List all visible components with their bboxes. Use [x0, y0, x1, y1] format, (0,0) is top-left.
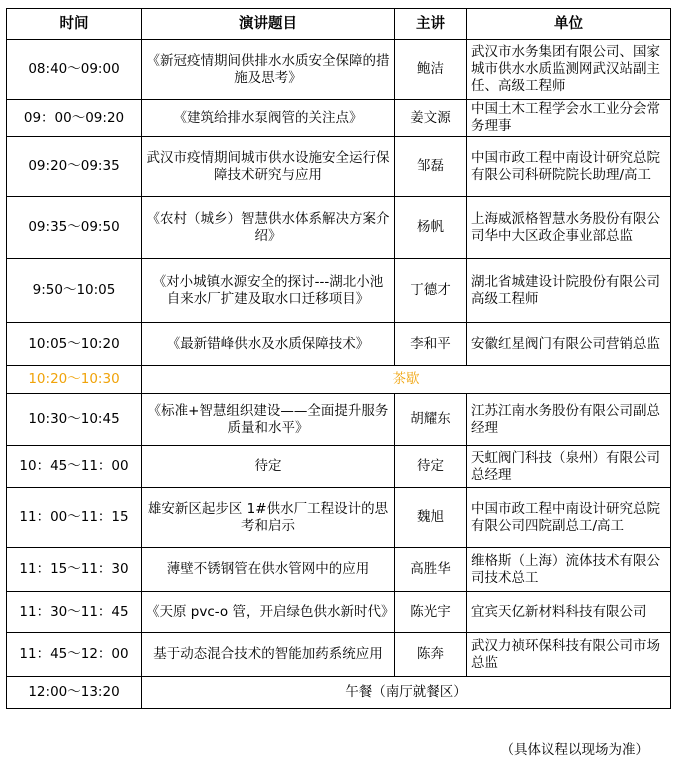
table-row [7, 394, 671, 446]
table-row [7, 548, 671, 592]
table-row [7, 40, 671, 100]
lunch-label: 午餐（南厅就餐区） [142, 677, 671, 709]
session-org: 江苏江南水务股份有限公司副总经理 [467, 394, 671, 446]
tea-break-time: 10:20～10:30 [7, 366, 142, 394]
agenda-table [6, 8, 671, 709]
session-title: 雄安新区起步区 1#供水厂工程设计的思考和启示 [142, 488, 395, 548]
session-time: 09:20～09:35 [7, 137, 142, 197]
header-title: 演讲题目 [142, 9, 395, 40]
session-speaker: 魏旭 [395, 488, 467, 548]
session-org: 维格斯（上海）流体技术有限公司技术总工 [467, 548, 671, 592]
session-speaker: 陈光宇 [395, 592, 467, 633]
table-row [7, 197, 671, 259]
session-speaker: 待定 [395, 446, 467, 488]
header-row [7, 9, 671, 40]
header-time: 时间 [7, 9, 142, 40]
session-title: 《最新错峰供水及水质保障技术》 [142, 323, 395, 366]
session-org: 武汉力祯环保科技有限公司市场总监 [467, 633, 671, 677]
table-row [7, 100, 671, 137]
session-title: 武汉市疫情期间城市供水设施安全运行保障技术研究与应用 [142, 137, 395, 197]
session-title: 待定 [142, 446, 395, 488]
session-speaker: 姜文源 [395, 100, 467, 137]
session-speaker: 杨帆 [395, 197, 467, 259]
session-time: 11：45～12：00 [7, 633, 142, 677]
lunch-row [7, 677, 671, 709]
table-row [7, 592, 671, 633]
table-row [7, 259, 671, 323]
session-time: 11：15～11：30 [7, 548, 142, 592]
session-title: 薄壁不锈钢管在供水管网中的应用 [142, 548, 395, 592]
header-speaker: 主讲 [395, 9, 467, 40]
lunch-time: 12:00～13:20 [7, 677, 142, 709]
session-time: 10:05～10:20 [7, 323, 142, 366]
session-time: 09:35～09:50 [7, 197, 142, 259]
session-speaker: 鲍洁 [395, 40, 467, 100]
session-speaker: 高胜华 [395, 548, 467, 592]
session-org: 宜宾天亿新材料科技有限公司 [467, 592, 671, 633]
session-time: 9:50～10:05 [7, 259, 142, 323]
session-title: 《天原 pvc-o 管，开启绿色供水新时代》 [142, 592, 395, 633]
table-row [7, 323, 671, 366]
session-time: 09：00～09:20 [7, 100, 142, 137]
session-speaker: 胡耀东 [395, 394, 467, 446]
agenda-footnote: （具体议程以现场为准） [500, 742, 649, 758]
session-time: 11：00～11：15 [7, 488, 142, 548]
session-time: 08:40～09:00 [7, 40, 142, 100]
session-title: 基于动态混合技术的智能加药系统应用 [142, 633, 395, 677]
session-time: 11：30～11：45 [7, 592, 142, 633]
tea-break-label: 茶歇 [142, 366, 671, 394]
session-title: 《新冠疫情期间供排水水质安全保障的措施及思考》 [142, 40, 395, 100]
session-time: 10:30～10:45 [7, 394, 142, 446]
session-org: 中国市政工程中南设计研究总院有限公司四院副总工/高工 [467, 488, 671, 548]
session-title: 《对小城镇水源安全的探讨---湖北小池自来水厂扩建及取水口迁移项目》 [142, 259, 395, 323]
table-row [7, 488, 671, 548]
session-time: 10：45～11：00 [7, 446, 142, 488]
session-title: 《标准+智慧组织建设——全面提升服务质量和水平》 [142, 394, 395, 446]
tea-break-row [7, 366, 671, 394]
session-title: 《建筑给排水泵阀管的关注点》 [142, 100, 395, 137]
session-speaker: 李和平 [395, 323, 467, 366]
session-org: 中国土木工程学会水工业分会常务理事 [467, 100, 671, 137]
session-speaker: 邹磊 [395, 137, 467, 197]
session-speaker: 丁德才 [395, 259, 467, 323]
session-org: 上海威派格智慧水务股份有限公司华中大区政企事业部总监 [467, 197, 671, 259]
table-row [7, 137, 671, 197]
session-title: 《农村（城乡）智慧供水体系解决方案介绍》 [142, 197, 395, 259]
session-speaker: 陈奔 [395, 633, 467, 677]
session-org: 安徽红星阀门有限公司营销总监 [467, 323, 671, 366]
session-org: 天虹阀门科技（泉州）有限公司总经理 [467, 446, 671, 488]
session-org: 湖北省城建设计院股份有限公司高级工程师 [467, 259, 671, 323]
table-row [7, 633, 671, 677]
session-org: 武汉市水务集团有限公司、国家城市供水水质监测网武汉站副主任、高级工程师 [467, 40, 671, 100]
table-row [7, 446, 671, 488]
header-org: 单位 [467, 9, 671, 40]
session-org: 中国市政工程中南设计研究总院有限公司科研院院长助理/高工 [467, 137, 671, 197]
